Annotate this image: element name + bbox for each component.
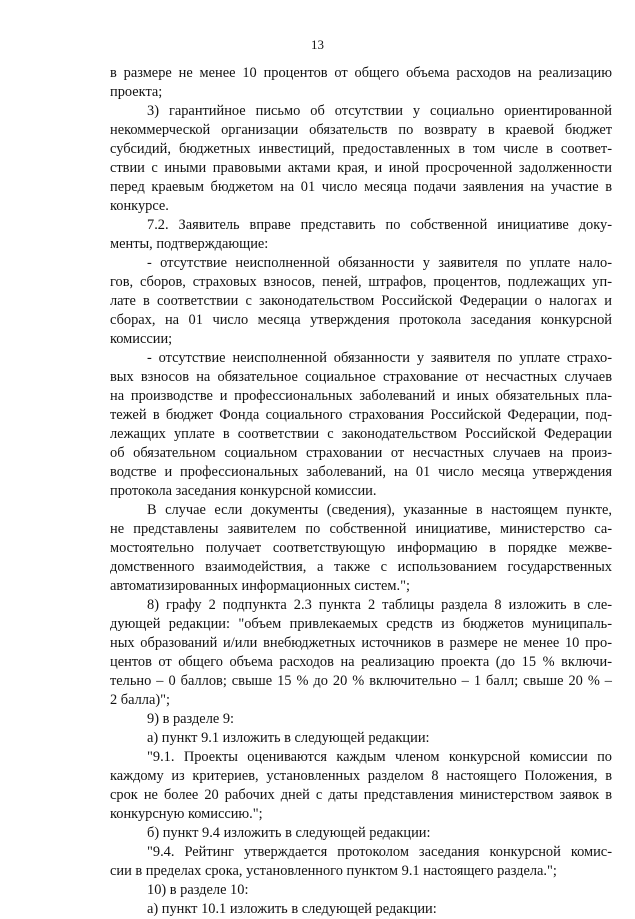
text-line: в размере не менее 10 процентов от общего объема расходов на реализацию bbox=[110, 65, 612, 81]
text-line: гов, сборов, страховых взносов, пеней, штрафов, процентов, подлежащих уп- bbox=[110, 274, 612, 290]
text-line: "9.1. Проекты оцениваются каждым членом конкурсной комиссии по bbox=[147, 749, 612, 765]
text-line: В случае если документы (сведения), указанные в настоящем пункте, bbox=[147, 502, 612, 518]
text-line: 10) в разделе 10: bbox=[147, 882, 249, 898]
text-line: протокола заседания конкурсной комиссии. bbox=[110, 483, 377, 499]
text-line: лате в соответствии с законодательством Российской Федерации о налогах и bbox=[110, 293, 612, 309]
text-line: конкурсную комиссию."; bbox=[110, 806, 263, 822]
text-line: центов от общего объема расходов на реализацию проекта (до 15 % включи- bbox=[110, 654, 612, 670]
text-line: "9.4. Рейтинг утверждается протоколом заседания конкурсной комис- bbox=[147, 844, 612, 860]
text-line: проекта; bbox=[110, 84, 163, 100]
text-line: тежей в бюджет Фонда социального страхования Российской Федерации, под- bbox=[110, 407, 612, 423]
text-line: лежащих уплате в соответствии с законодательством Российской Федерации bbox=[110, 426, 612, 442]
text-line: комиссии; bbox=[110, 331, 173, 347]
text-line: 3) гарантийное письмо об отсутствии у социально ориентированной bbox=[147, 103, 612, 119]
text-line: водстве и профессиональных заболеваний, на 01 число месяца утверждения bbox=[110, 464, 612, 480]
text-line: не представлены заявителем по собственной инициативе, министерство са- bbox=[110, 521, 612, 537]
text-line: 7.2. Заявитель вправе представить по собственной инициативе доку- bbox=[147, 217, 612, 233]
text-line: ствии с иными правовыми актами края, и иной просроченной задолженности bbox=[110, 160, 612, 176]
text-line: дующей редакции: "объем привлекаемых средств из бюджетов муниципаль- bbox=[110, 616, 612, 632]
text-line: домственного взаимодействия, а также с использованием государственных bbox=[110, 559, 612, 575]
text-line: сии в пределах срока, установленного пунктом 9.1 настоящего раздела."; bbox=[110, 863, 557, 879]
text-line: перед краевым бюджетом на 01 число месяца подачи заявления на участие в bbox=[110, 179, 612, 195]
text-line: 8) графу 2 подпункта 2.3 пункта 2 таблицы раздела 8 изложить в сле- bbox=[147, 597, 612, 613]
text-line: 2 балла)"; bbox=[110, 692, 171, 708]
text-line: автоматизированных информационных систем."; bbox=[110, 578, 410, 594]
text-line: - отсутствие неисполненной обязанности у заявителя по уплате страхо- bbox=[147, 350, 612, 366]
text-line: а) пункт 10.1 изложить в следующей редакции: bbox=[147, 901, 437, 917]
text-line: конкурсе. bbox=[110, 198, 169, 214]
text-line: мостоятельно получает соответствующую информацию в порядке межве- bbox=[110, 540, 612, 556]
page-number: 13 bbox=[311, 37, 324, 52]
text-line: об обязательном социальном страховании от несчастных случаев на произ- bbox=[110, 445, 612, 461]
text-line: некоммерческой организации обязательств по возврату в краевой бюджет bbox=[110, 122, 612, 138]
text-line: тельно – 0 баллов; свыше 15 % до 20 % включительно – 1 балл; свыше 20 % – bbox=[110, 673, 612, 689]
text-line: ных образований и/или внебюджетных источников в размере не менее 10 про- bbox=[110, 635, 612, 651]
text-line: каждому из критериев, установленных разделом 8 настоящего Положения, в bbox=[110, 768, 612, 784]
text-line: а) пункт 9.1 изложить в следующей редакции: bbox=[147, 730, 430, 746]
text-line: б) пункт 9.4 изложить в следующей редакции: bbox=[147, 825, 431, 841]
text-line: на производстве и профессиональных заболеваний и иных обязательных пла- bbox=[110, 388, 612, 404]
text-line: срок не более 20 рабочих дней с даты представления министерством заявок в bbox=[110, 787, 612, 803]
text-line: сборах, на 01 число месяца утверждения протокола заседания конкурсной bbox=[110, 312, 612, 328]
document-body bbox=[110, 64, 612, 919]
text-line: вых взносов на обязательное социальное страхование от несчастных случаев bbox=[110, 369, 612, 385]
text-line: 9) в разделе 9: bbox=[147, 711, 235, 727]
text-line: - отсутствие неисполненной обязанности у заявителя по уплате нало- bbox=[147, 255, 612, 271]
text-line: менты, подтверждающие: bbox=[110, 236, 269, 252]
text-line: субсидий, бюджетных инвестиций, предоставленных в том числе в соответ- bbox=[110, 141, 612, 157]
